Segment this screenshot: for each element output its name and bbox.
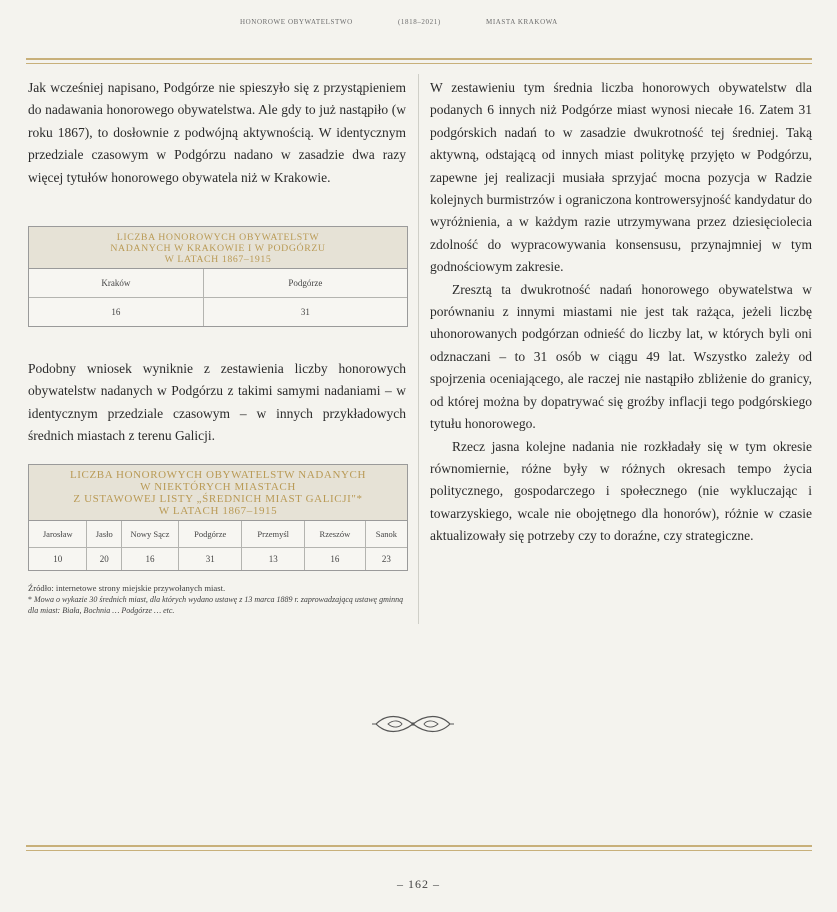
- table-2-header-cell: Rzeszów: [305, 521, 366, 548]
- table-2-value-cell: 16: [305, 548, 366, 571]
- flourish-ornament-icon: [370, 710, 456, 738]
- table-2-value-cell: 23: [365, 548, 407, 571]
- table-footnote: [28, 594, 408, 616]
- table-2-header-cell: Jasło: [87, 521, 122, 548]
- table-1-value-krakow: 16: [29, 298, 203, 327]
- table-2-header-cell: Przemyśl: [242, 521, 305, 548]
- table-2-title-line: LICZBA HONOROWYCH OBYWATELSTW NADANYCH: [69, 469, 367, 481]
- right-paragraph-1: W zestawieniu tym średnia liczba honorowych obywatelstw dla podanych 6 innych niż Podgórze miast wynosi niecałe 16. Zatem 31 podgórskich nadań to w zasadzie dwukrotność tej średniej. Taką aktywną, odstającą od innych miast politykę przyjęto w Podgórzu, zapewne jej realizacji musiała sprzyjać mocna pozycja w Radzie kolejnych burmistrzów i ograniczona kontrowersyjność kandydatur do wyróżnienia, a w każdym razie utrzymywana przez dziesięciolecia zdolność do wypracowywania konsensusu, przynajmniej w tym godnościowym zakresie.: [430, 80, 812, 275]
- table-2-value-cell: 31: [178, 548, 241, 571]
- table-1-header-podgorze: Podgórze: [203, 269, 407, 298]
- right-column: [430, 77, 812, 548]
- table-2-header-cell: Podgórze: [178, 521, 241, 548]
- table-2-header-cell: Jarosław: [29, 521, 87, 548]
- bottom-divider-rule: [26, 845, 812, 851]
- table-2-value-cell: 20: [87, 548, 122, 571]
- running-header-right: MIASTA KRAKOWA: [486, 18, 558, 26]
- table-source-note: Źródło: internetowe strony miejskie przywołanych miast.: [28, 583, 226, 593]
- footnote-text: Mowa o wykazie 30 średnich miast, dla których wydano ustawę z 13 marca 1889 r. zaprowadzającą ustawę gminną dla miast: Biała, Bochnia … Podgórze … etc.: [28, 595, 404, 615]
- table-1-value-podgorze: 31: [203, 298, 407, 327]
- table-1-title-line: LICZBA HONOROWYCH OBYWATELSTW: [116, 232, 320, 243]
- table-1-title-line: NADANYCH W KRAKOWIE I W PODGÓRZU: [110, 243, 326, 254]
- page-number: – 162 –: [397, 877, 440, 891]
- footnote-marker: *: [28, 595, 32, 604]
- table-1-title-line: W LATACH 1867–1915: [164, 254, 272, 265]
- table-2-title: [29, 465, 407, 521]
- table-1-title: [29, 227, 407, 269]
- column-divider: [418, 74, 419, 624]
- table-2-header-cell: Nowy Sącz: [121, 521, 178, 548]
- table-1-header-krakow: Kraków: [29, 269, 203, 298]
- running-header-years: (1818–2021): [398, 18, 441, 26]
- table-2-header-cell: Sanok: [365, 521, 407, 548]
- left-paragraph-1: Jak wcześniej napisano, Podgórze nie spieszyło się z przystąpieniem do nadawania honorowego obywatelstwa. Ale gdy to już nastąpiło (w roku 1867), to dosłownie z podwójną aktywnością. W identycznym przedziale czasowym w Podgórzu nadano w zasadzie dwa razy więcej tytułów honorowego obywatela niż w Krakowie.: [28, 80, 406, 185]
- table-2-value-cell: 13: [242, 548, 305, 571]
- table-2-title-line: Z USTAWOWEJ LISTY „ŚREDNICH MIAST GALICJI"*: [73, 493, 363, 505]
- top-divider-rule: [26, 58, 812, 64]
- table-krakow-podgorze: [28, 226, 408, 327]
- table-2-value-cell: 10: [29, 548, 87, 571]
- right-paragraph-2: Zresztą ta dwukrotność nadań honorowego obywatelstwa w porównaniu z innymi miastami nie jest tak rażąca, jeżeli liczbę uhonorowanych podgórzan odnieść do liczby lat, w których byli oni odznaczani – to 31 osób w ciągu 49 lat. Wszystko zależy od spojrzenia oceniającego, ale raczej nie nastąpiło zbliżenie do granicy, od której można by dopatrywać się groźby inflacji tego podgórskiego tytułu honorowego.: [430, 281, 812, 432]
- table-galician-towns: [28, 464, 408, 571]
- right-paragraph-3: Rzecz jasna kolejne nadania nie rozkładały się w tym okresie równomiernie, różne były w różnych okresach tempo życia politycznego, gospodarczego i społecznego (nie wykluczając i towarzyskiego, wcale nie obojętnego dla honorów), różnie w czasie aktualizowały się potrzeby czy to doraźne, czy strategiczne.: [430, 438, 812, 544]
- running-header-left: HONOROWE OBYWATELSTWO: [240, 18, 353, 26]
- running-header: [0, 14, 837, 28]
- table-2-value-cell: 16: [121, 548, 178, 571]
- table-2-title-line: W NIEKTÓRYCH MIASTACH: [140, 481, 296, 493]
- table-2-title-line: W LATACH 1867–1915: [158, 505, 278, 517]
- left-paragraph-2: Podobny wniosek wyniknie z zestawienia liczby honorowych obywatelstw nadanych w Podgórzu z takimi samymi nadaniami – w identycznym przedziale czasowym – w innych przykładowych średnich miastach z terenu Galicji.: [28, 361, 406, 444]
